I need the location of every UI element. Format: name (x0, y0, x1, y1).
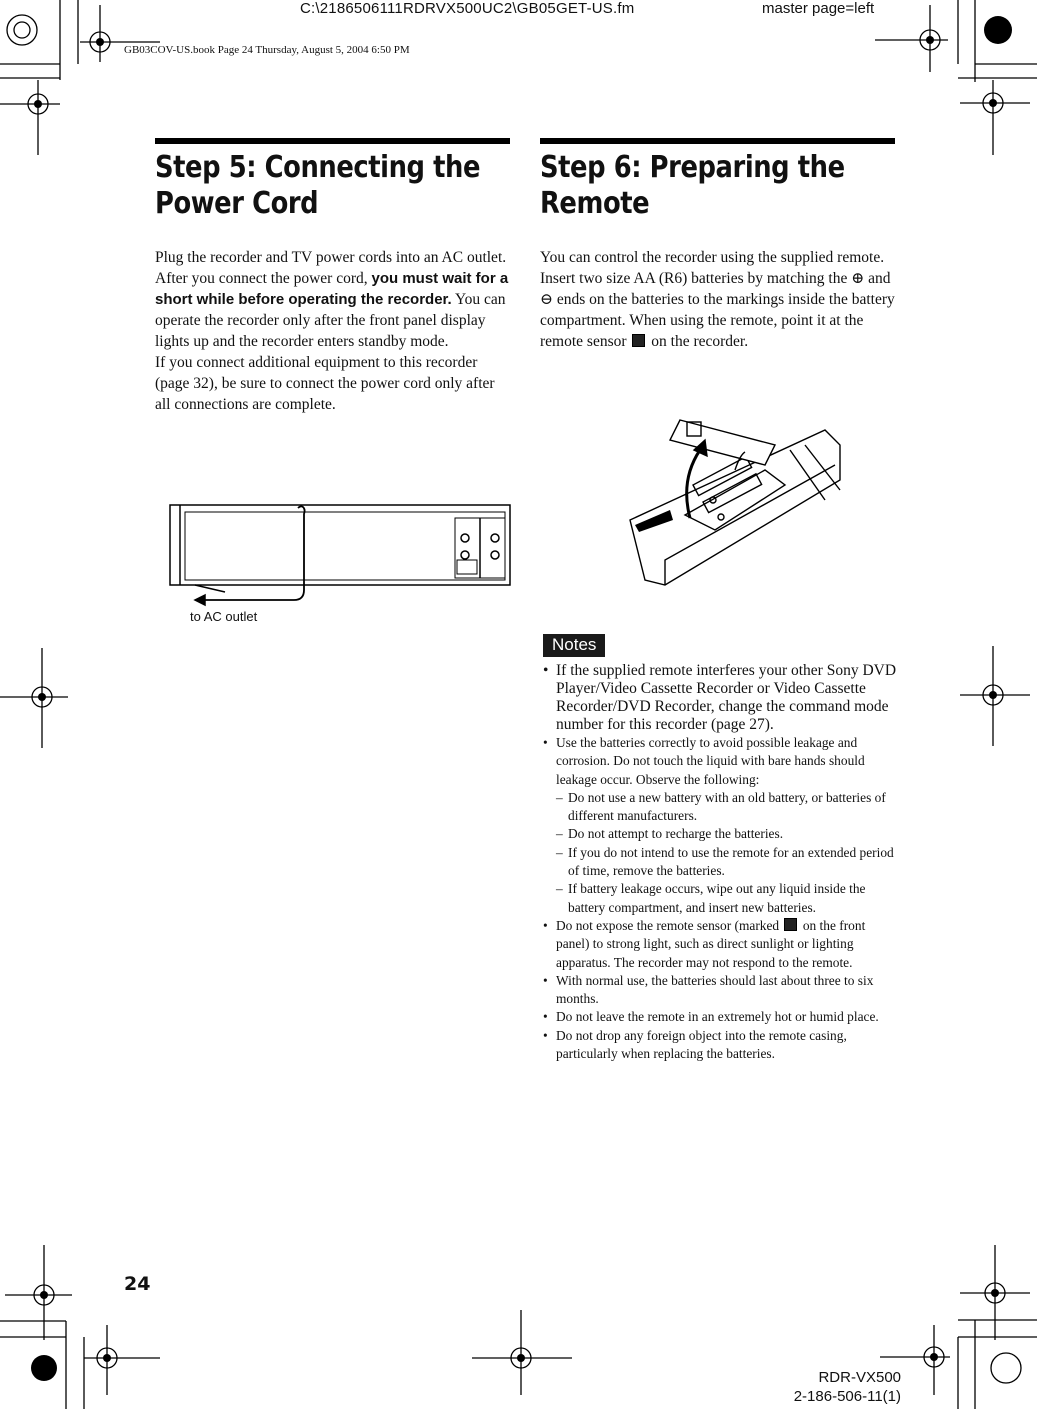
note-subitem: – Do not attempt to recharge the batteries. (556, 825, 901, 843)
step5-title-line1: Step 5: Connecting the (155, 150, 481, 185)
note-subitem: – If you do not intend to use the remote for an extended period of time, remove the batteries. (556, 844, 901, 881)
notes-badge (543, 634, 605, 657)
remote-battery-illustration (625, 410, 845, 595)
file-path-header: C:\2186506111RDRVX500UC2\GB05GET-US.fm (300, 0, 635, 17)
step6-paragraph (540, 247, 895, 352)
step6-title-line1: Step 6: Preparing the (540, 150, 845, 185)
master-page-label: master page=left (762, 0, 875, 17)
part-number: 2-186-506-11(1) (793, 1388, 901, 1405)
note-item-text: Use the batteries correctly to avoid possible leakage and corrosion. Do not touch the liquid with bare hands should leakage occur. Observe the following: (556, 735, 865, 787)
note-subitem: – If battery leakage occurs, wipe out any liquid inside the battery compartment, and insert new batteries. (556, 880, 901, 917)
book-info-line: GB03COV-US.book Page 24 Thursday, August 5, 2004 6:50 PM (124, 44, 410, 56)
model-name: RDR-VX500 (818, 1369, 901, 1386)
note3-text-end: on the front panel) to strong light, such as direct sunlight or lighting apparatus. The recorder may not respond to the remote. (556, 917, 866, 970)
section-rule-right (540, 138, 895, 144)
section-rule-left (155, 138, 510, 144)
remote-sensor-icon (632, 334, 645, 347)
notes-list (543, 662, 901, 1063)
step5-body (155, 247, 510, 415)
note-item (543, 917, 901, 972)
step5-para1-warning: you must wait for a short while before operating the recorder. (155, 270, 509, 308)
note3-text: Do not expose the remote sensor (marked (556, 917, 783, 933)
step6-para-text-end: on the recorder. (647, 333, 749, 350)
step6-para-text: You can control the recorder using the supplied remote. Insert two size AA (R6) batteries by matching the ⊕ and ⊖ ends on the batteries to the markings inside the battery compartment. When using the remote, point it at the remote sensor (540, 249, 895, 350)
step5-title (155, 150, 575, 222)
note-subitem: – Do not use a new battery with an old battery, or batteries of different manufacturers. (556, 789, 901, 826)
remote-sensor-icon (784, 918, 797, 931)
step6-body (540, 247, 895, 352)
power-cord-illustration (165, 500, 515, 610)
step5-para1-text-end: You can operate the recorder only after the front panel display lights up and the recorder enters standby mode. (155, 291, 506, 350)
note-item: • With normal use, the batteries should last about three to six months. (543, 972, 901, 1009)
step5-title-line2: Power Cord (155, 186, 319, 221)
step5-paragraph-1 (155, 247, 510, 352)
note-item: • If the supplied remote interferes your other Sony DVD Player/Video Cassette Recorder or Video Cassette Recorder/DVD Recorder, change the command mode number for this recorder (page 27). (543, 662, 901, 734)
note-item: • Do not leave the remote in an extremely hot or humid place. (543, 1008, 901, 1026)
step5-para1-text: Plug the recorder and TV power cords into an AC outlet. After you connect the power cord, (155, 249, 507, 287)
note-item: • Do not drop any foreign object into the remote casing, particularly when replacing the batteries. (543, 1027, 901, 1064)
step5-paragraph-2: If you connect additional equipment to this recorder (page 32), be sure to connect the power cord only after all connections are complete. (155, 354, 495, 413)
note-item (543, 734, 901, 917)
model-info (794, 1368, 901, 1406)
notes-label: Notes (543, 634, 605, 657)
step6-title (540, 150, 960, 222)
ac-outlet-caption: to AC outlet (190, 609, 258, 624)
page-number: 24 (124, 1273, 151, 1295)
step6-title-line2: Remote (540, 186, 650, 221)
